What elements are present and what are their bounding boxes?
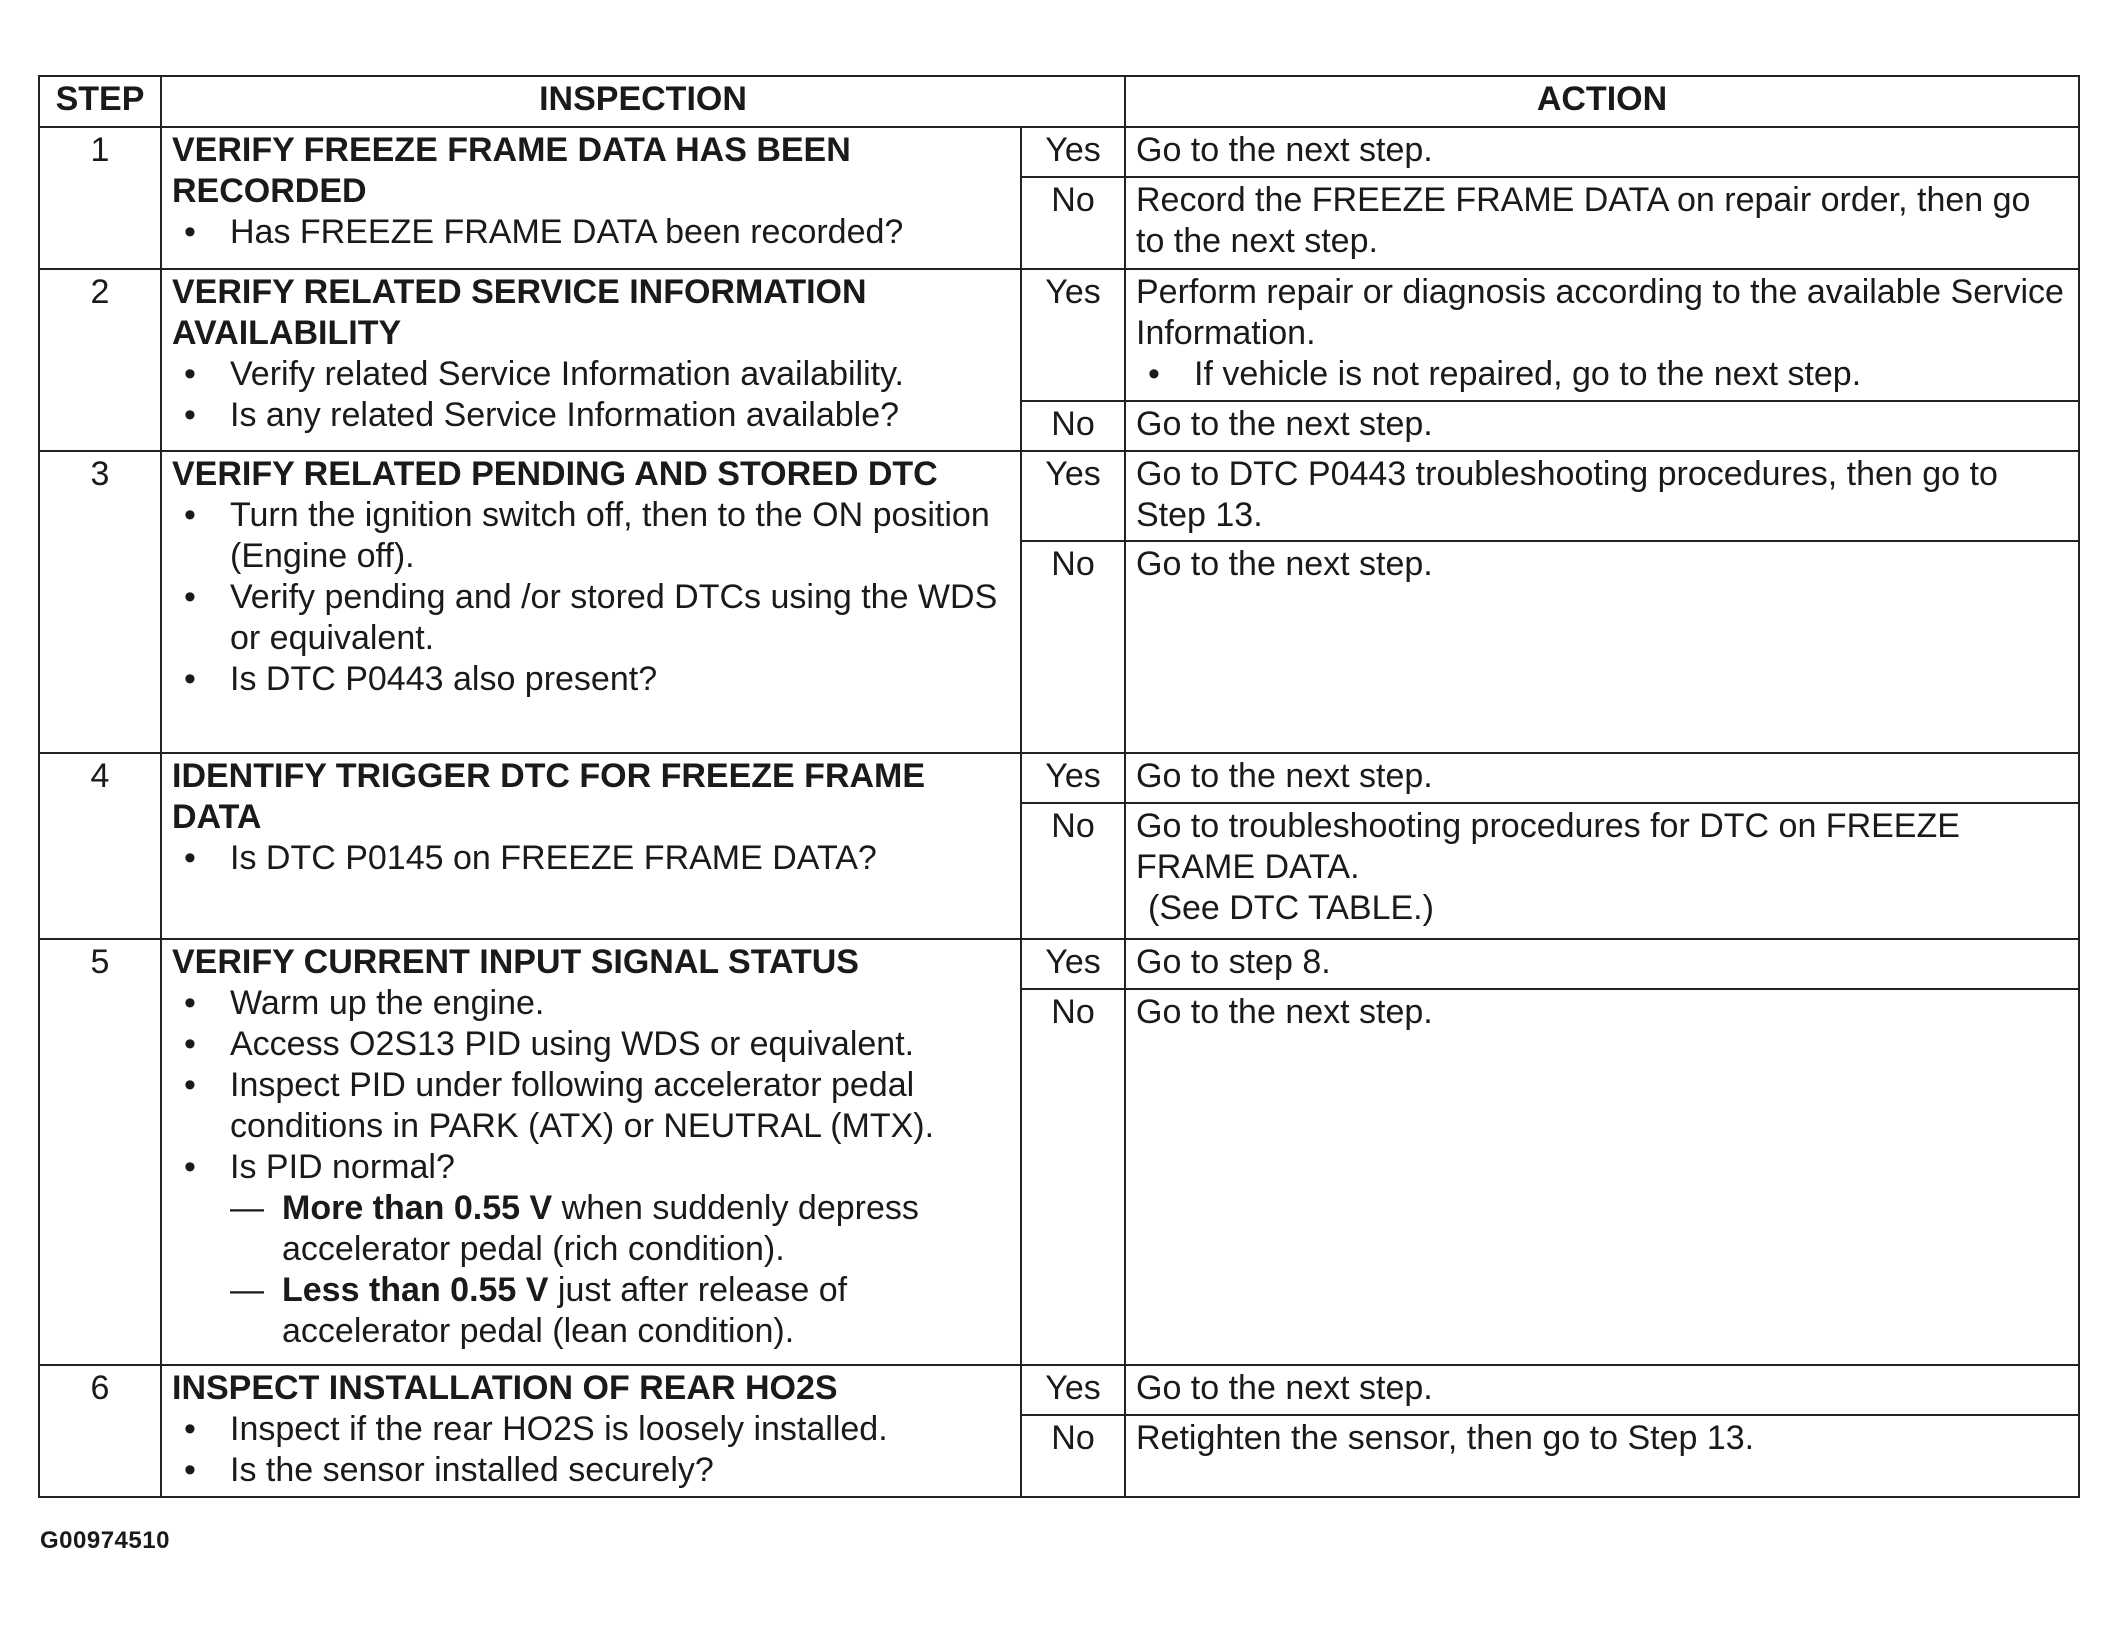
yes-label: Yes <box>1021 1365 1125 1415</box>
step-inspection <box>161 939 1021 1365</box>
yes-label: Yes <box>1021 269 1125 401</box>
no-label: No <box>1021 1415 1125 1497</box>
pid-criterion <box>282 1270 1010 1352</box>
criterion-text: when suddenly depress accelerator pedal (rich condition). <box>282 1189 919 1268</box>
step-title: VERIFY CURRENT INPUT SIGNAL STATUS <box>172 943 859 981</box>
inspection-bullet: • Is the sensor installed securely? <box>230 1450 1010 1491</box>
yes-label: Yes <box>1021 127 1125 177</box>
inspection-bullet: • Is DTC P0145 on FREEZE FRAME DATA? <box>230 838 1010 879</box>
no-action: Go to the next step. <box>1125 989 2079 1365</box>
step-inspection <box>161 451 1021 753</box>
step-2-yes-row <box>39 269 2079 401</box>
header-action: ACTION <box>1125 76 2079 127</box>
no-label: No <box>1021 989 1125 1365</box>
yes-action: Go to DTC P0443 troubleshooting procedures, then go to Step 13. <box>1125 451 2079 541</box>
no-action-text: Go to troubleshooting procedures for DTC on FREEZE FRAME DATA. <box>1136 807 1960 886</box>
pid-criteria <box>230 1188 1010 1352</box>
no-label: No <box>1021 803 1125 939</box>
inspection-bullets <box>172 495 1010 700</box>
yes-action: Go to the next step. <box>1125 127 2079 177</box>
yes-action: Go to the next step. <box>1125 753 2079 803</box>
step-inspection <box>161 127 1021 269</box>
inspection-bullet <box>230 1147 1010 1352</box>
step-number: 3 <box>39 451 161 753</box>
no-action: Record the FREEZE FRAME DATA on repair order, then go to the next step. <box>1125 177 2079 269</box>
step-inspection <box>161 269 1021 451</box>
inspection-bullets <box>172 838 1010 879</box>
step-title: VERIFY FREEZE FRAME DATA HAS BEEN RECORDED <box>172 131 851 210</box>
step-5-yes-row <box>39 939 2079 989</box>
diagnostic-table-container <box>38 75 2078 1498</box>
step-1-yes-row <box>39 127 2079 177</box>
step-title: INSPECT INSTALLATION OF REAR HO2S <box>172 1369 838 1407</box>
step-title: IDENTIFY TRIGGER DTC FOR FREEZE FRAME DATA <box>172 757 926 836</box>
yes-label: Yes <box>1021 753 1125 803</box>
inspection-bullet: • Is DTC P0443 also present? <box>230 659 1010 700</box>
step-inspection <box>161 1365 1021 1497</box>
inspection-bullets <box>172 1409 1010 1491</box>
inspection-bullet: • Has FREEZE FRAME DATA been recorded? <box>230 212 1010 253</box>
figure-code: G00974510 <box>40 1527 170 1554</box>
pid-criterion <box>282 1188 1010 1270</box>
no-action: Retighten the sensor, then go to Step 13. <box>1125 1415 2079 1497</box>
inspection-bullet: • Inspect PID under following accelerator pedal conditions in PARK (ATX) or NEUTRAL (MTX). <box>230 1065 1010 1147</box>
step-number: 1 <box>39 127 161 269</box>
inspection-bullet: • Is any related Service Information available? <box>230 395 1010 436</box>
step-title: VERIFY RELATED PENDING AND STORED DTC <box>172 455 938 493</box>
inspection-bullet: • Verify related Service Information availability. <box>230 354 1010 395</box>
header-step: STEP <box>39 76 161 127</box>
table-header-row <box>39 76 2079 127</box>
inspection-bullets <box>172 983 1010 1352</box>
no-action <box>1125 803 2079 939</box>
criterion-value: More than 0.55 V <box>282 1189 553 1227</box>
header-inspection: INSPECTION <box>161 76 1125 127</box>
no-label: No <box>1021 401 1125 451</box>
criterion-value: Less than 0.55 V <box>282 1271 549 1309</box>
no-label: No <box>1021 541 1125 753</box>
no-action: Go to the next step. <box>1125 541 2079 753</box>
step-4-yes-row <box>39 753 2079 803</box>
inspection-bullet: • Turn the ignition switch off, then to the ON position (Engine off). <box>230 495 1010 577</box>
inspection-bullet: • Verify pending and /or stored DTCs using the WDS or equivalent. <box>230 577 1010 659</box>
yes-action <box>1125 269 2079 401</box>
step-inspection <box>161 753 1021 939</box>
inspection-bullet-text: Is PID normal? <box>230 1148 455 1186</box>
step-title: VERIFY RELATED SERVICE INFORMATION AVAILABILITY <box>172 273 867 352</box>
inspection-bullets <box>172 354 1010 436</box>
criterion-text: just after release of accelerator pedal (lean condition). <box>282 1271 848 1350</box>
inspection-bullet: • Warm up the engine. <box>230 983 1010 1024</box>
no-action-note: (See DTC TABLE.) <box>1148 889 1434 927</box>
yes-label: Yes <box>1021 451 1125 541</box>
yes-action: Go to step 8. <box>1125 939 2079 989</box>
diagnostic-table <box>38 75 2080 1498</box>
step-number: 2 <box>39 269 161 451</box>
step-3-yes-row <box>39 451 2079 541</box>
step-number: 4 <box>39 753 161 939</box>
inspection-bullet: • Access O2S13 PID using WDS or equivalent. <box>230 1024 1010 1065</box>
action-bullet: • If vehicle is not repaired, go to the next step. <box>1194 354 2068 395</box>
yes-label: Yes <box>1021 939 1125 989</box>
step-6-yes-row <box>39 1365 2079 1415</box>
yes-action-text: Perform repair or diagnosis according to the available Service Information. <box>1136 273 2064 352</box>
inspection-bullet: • Inspect if the rear HO2S is loosely installed. <box>230 1409 1010 1450</box>
no-action: Go to the next step. <box>1125 401 2079 451</box>
step-number: 5 <box>39 939 161 1365</box>
yes-action: Go to the next step. <box>1125 1365 2079 1415</box>
no-label: No <box>1021 177 1125 269</box>
step-number: 6 <box>39 1365 161 1497</box>
action-bullets <box>1136 354 2068 395</box>
inspection-bullets <box>172 212 1010 253</box>
